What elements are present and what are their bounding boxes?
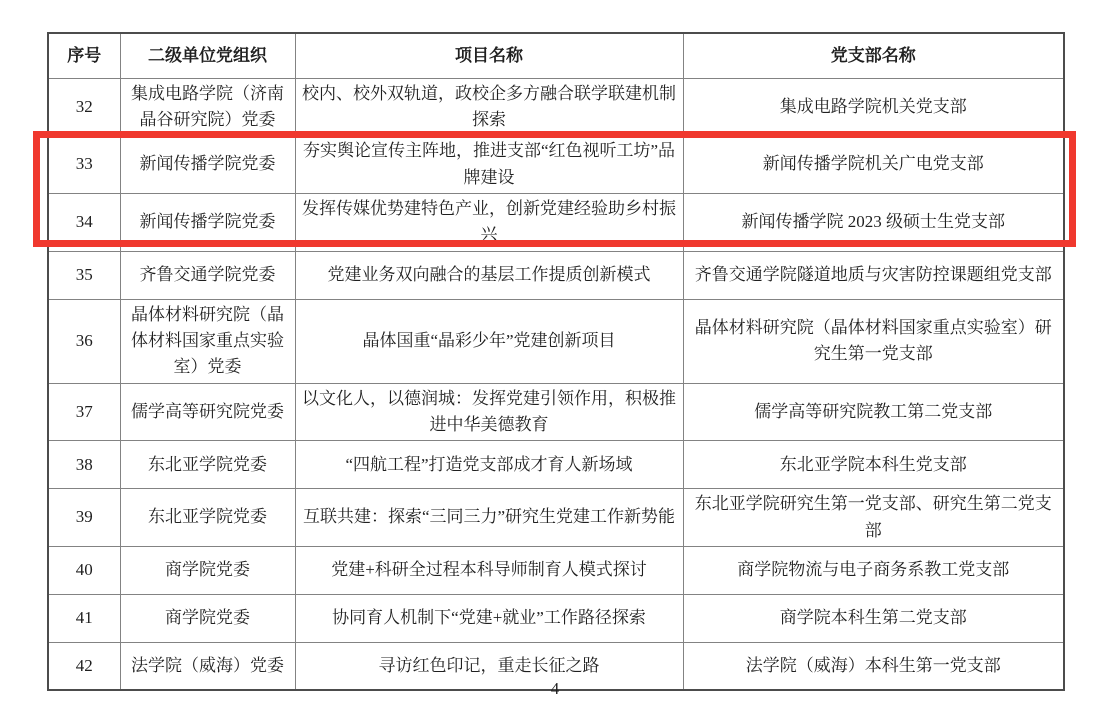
table-row bbox=[48, 78, 1064, 136]
cell-serial-number: 40 bbox=[48, 546, 120, 594]
cell-branch-name: 商学院物流与电子商务系教工党支部 bbox=[683, 546, 1064, 594]
cell-project-name: 党建+科研全过程本科导师制育人模式探讨 bbox=[295, 546, 683, 594]
cell-serial-number: 38 bbox=[48, 441, 120, 489]
table-row bbox=[48, 193, 1064, 251]
cell-serial-number: 32 bbox=[48, 78, 120, 136]
cell-party-org: 晶体材料研究院（晶体材料国家重点实验室）党委 bbox=[120, 299, 295, 383]
cell-branch-name: 新闻传播学院 2023 级硕士生党支部 bbox=[683, 193, 1064, 251]
cell-serial-number: 34 bbox=[48, 193, 120, 251]
cell-party-org: 东北亚学院党委 bbox=[120, 489, 295, 547]
cell-serial-number: 39 bbox=[48, 489, 120, 547]
cell-branch-name: 东北亚学院本科生党支部 bbox=[683, 441, 1064, 489]
page-number: 4 bbox=[550, 679, 560, 698]
cell-party-org: 法学院（威海）党委 bbox=[120, 642, 295, 690]
cell-project-name: 互联共建：探索“三同三力”研究生党建工作新势能 bbox=[295, 489, 683, 547]
cell-project-name: 发挥传媒优势建特色产业，创新党建经验助乡村振兴 bbox=[295, 193, 683, 251]
cell-project-name: 党建业务双向融合的基层工作提质创新模式 bbox=[295, 251, 683, 299]
table-header-row bbox=[48, 33, 1064, 78]
table-row bbox=[48, 251, 1064, 299]
cell-serial-number: 36 bbox=[48, 299, 120, 383]
cell-branch-name: 法学院（威海）本科生第一党支部 bbox=[683, 642, 1064, 690]
cell-party-org: 齐鲁交通学院党委 bbox=[120, 251, 295, 299]
table-body bbox=[48, 78, 1064, 690]
cell-project-name: 晶体国重“晶彩少年”党建创新项目 bbox=[295, 299, 683, 383]
table-row bbox=[48, 594, 1064, 642]
cell-party-org: 集成电路学院（济南晶谷研究院）党委 bbox=[120, 78, 295, 136]
table-row bbox=[48, 489, 1064, 547]
header-party-branch-name: 党支部名称 bbox=[683, 33, 1064, 78]
cell-branch-name: 集成电路学院机关党支部 bbox=[683, 78, 1064, 136]
cell-party-org: 商学院党委 bbox=[120, 546, 295, 594]
cell-branch-name: 商学院本科生第二党支部 bbox=[683, 594, 1064, 642]
table-row bbox=[48, 441, 1064, 489]
cell-serial-number: 41 bbox=[48, 594, 120, 642]
cell-serial-number: 35 bbox=[48, 251, 120, 299]
cell-branch-name: 齐鲁交通学院隧道地质与灾害防控课题组党支部 bbox=[683, 251, 1064, 299]
table-row bbox=[48, 299, 1064, 383]
header-project-name: 项目名称 bbox=[295, 33, 683, 78]
table-row bbox=[48, 136, 1064, 194]
cell-project-name: 夯实舆论宣传主阵地，推进支部“红色视听工坊”品牌建设 bbox=[295, 136, 683, 194]
cell-project-name: 以文化人，以德润城：发挥党建引领作用，积极推进中华美德教育 bbox=[295, 383, 683, 441]
projects-table bbox=[47, 32, 1065, 691]
cell-serial-number: 42 bbox=[48, 642, 120, 690]
cell-party-org: 儒学高等研究院党委 bbox=[120, 383, 295, 441]
cell-branch-name: 儒学高等研究院教工第二党支部 bbox=[683, 383, 1064, 441]
cell-party-org: 东北亚学院党委 bbox=[120, 441, 295, 489]
cell-party-org: 商学院党委 bbox=[120, 594, 295, 642]
cell-party-org: 新闻传播学院党委 bbox=[120, 193, 295, 251]
cell-serial-number: 37 bbox=[48, 383, 120, 441]
cell-serial-number: 33 bbox=[48, 136, 120, 194]
cell-project-name: “四航工程”打造党支部成才育人新场域 bbox=[295, 441, 683, 489]
cell-branch-name: 新闻传播学院机关广电党支部 bbox=[683, 136, 1064, 194]
table-row bbox=[48, 383, 1064, 441]
cell-project-name: 寻访红色印记，重走长征之路 bbox=[295, 642, 683, 690]
cell-branch-name: 晶体材料研究院（晶体材料国家重点实验室）研究生第一党支部 bbox=[683, 299, 1064, 383]
cell-branch-name: 东北亚学院研究生第一党支部、研究生第二党支部 bbox=[683, 489, 1064, 547]
header-secondary-unit-party-org: 二级单位党组织 bbox=[120, 33, 295, 78]
table-row bbox=[48, 546, 1064, 594]
cell-project-name: 协同育人机制下“党建+就业”工作路径探索 bbox=[295, 594, 683, 642]
header-serial-number: 序号 bbox=[48, 33, 120, 78]
cell-party-org: 新闻传播学院党委 bbox=[120, 136, 295, 194]
table-container bbox=[47, 32, 1065, 691]
cell-project-name: 校内、校外双轨道，政校企多方融合联学联建机制探索 bbox=[295, 78, 683, 136]
